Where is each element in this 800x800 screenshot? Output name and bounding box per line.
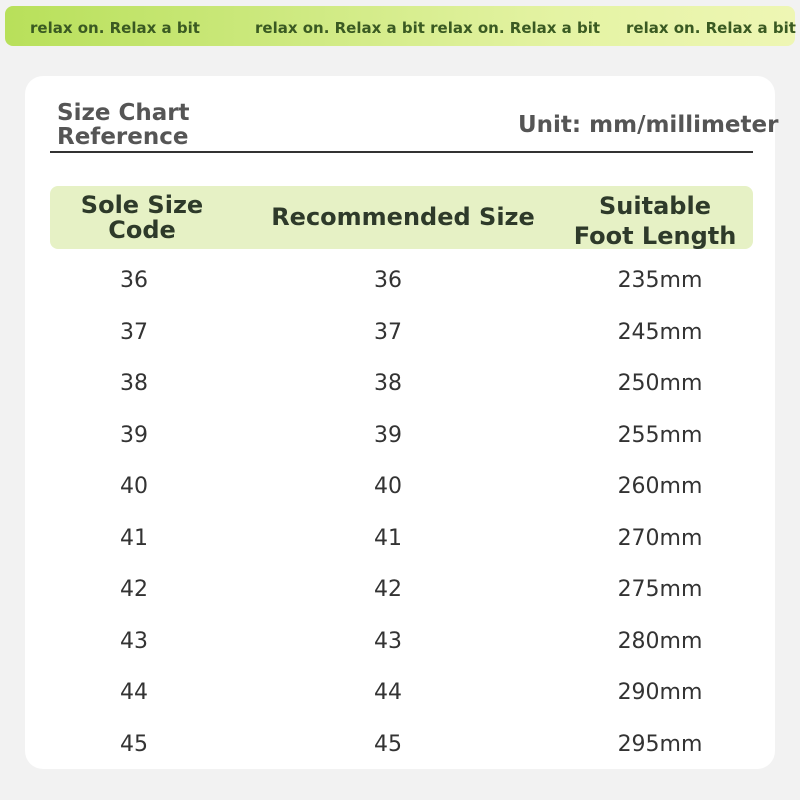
chart-title-line-1: Size Chart [57,100,190,126]
table-row [50,461,753,513]
sole-size-cell: 36 [120,268,148,293]
recommended-size-cell: 43 [374,628,402,654]
table-row [50,616,753,668]
unit-label: Unit: mm/millimeter [518,112,779,138]
title-divider [50,151,753,153]
recommended-size-cell: 39 [374,422,402,448]
foot-length-cell: 255mm [617,422,703,448]
header-foot-line-1: Suitable [599,192,711,220]
foot-length-cell: 235mm [617,268,703,293]
recommended-size-cell: 37 [374,319,402,345]
table-row [50,564,753,616]
recommended-size-cell: 41 [374,525,402,551]
foot-length-cell: 270mm [617,525,703,551]
recommended-size-cell: 42 [374,577,402,602]
recommended-size-cell: 44 [374,680,402,705]
foot-length-cell: 290mm [617,680,703,705]
chart-title [57,101,190,149]
foot-length-cell: 250mm [617,371,703,396]
table-row [50,410,753,462]
recommended-size-cell: 40 [374,474,402,499]
banner-text-3: relax on. Relax a bit [626,19,796,37]
sole-size-cell: 42 [120,577,148,602]
banner-text-1: relax on. Relax a bit [30,19,200,37]
foot-length-cell: 245mm [617,319,703,345]
sole-size-cell: 44 [120,680,148,705]
sole-size-cell: 37 [120,319,148,345]
table-row [50,255,753,307]
foot-length-cell: 260mm [617,474,703,499]
table-body [50,255,753,770]
header-sole-line-2: Code [108,216,176,244]
header-sole-size-code [62,193,222,243]
sole-size-cell: 43 [120,628,148,654]
header-suitable-foot-length [570,191,740,251]
top-banner [5,6,795,46]
table-row [50,513,753,565]
chart-title-line-2: Reference [57,124,189,150]
sole-size-cell: 45 [120,731,148,757]
table-row [50,719,753,771]
recommended-size-cell: 45 [374,731,402,757]
sole-size-cell: 39 [120,422,148,448]
foot-length-cell: 280mm [617,628,703,654]
table-row [50,667,753,719]
sole-size-cell: 38 [120,371,148,396]
header-recommended-size: Recommended Size [271,203,535,231]
table-row [50,307,753,359]
sole-size-cell: 41 [120,525,148,551]
header-foot-line-2: Foot Length [573,222,737,250]
sole-size-cell: 40 [120,474,148,499]
foot-length-cell: 275mm [617,577,703,602]
recommended-size-cell: 38 [374,371,402,396]
table-row [50,358,753,410]
header-sole-line-1: Sole Size [80,191,204,219]
recommended-size-cell: 36 [374,268,402,293]
banner-text-2: relax on. Relax a bit relax on. Relax a bit [255,19,601,37]
foot-length-cell: 295mm [617,731,703,757]
